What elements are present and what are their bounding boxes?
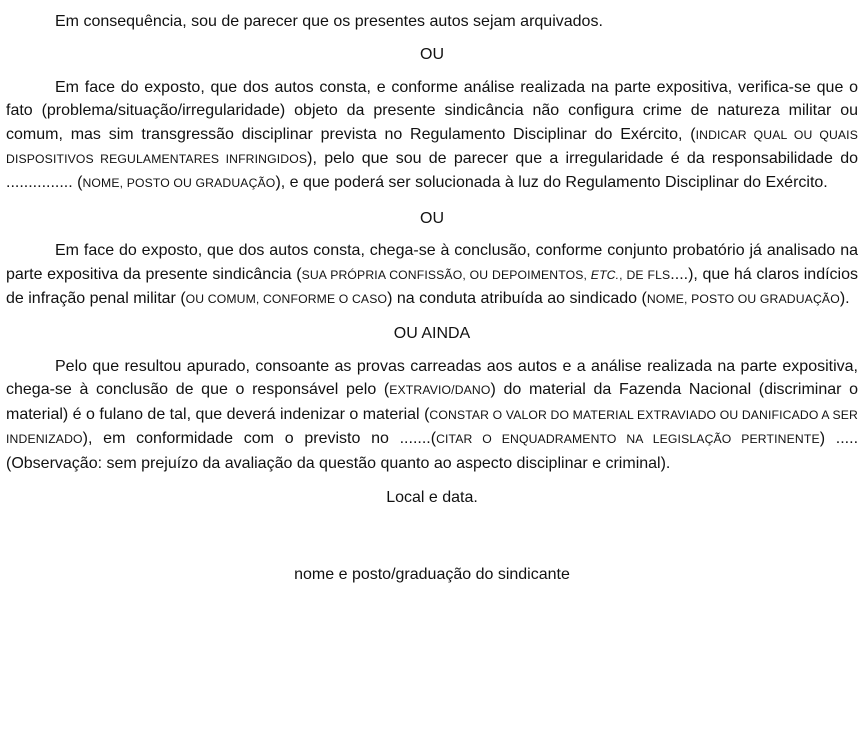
text-segment: ), pelo que sou de parecer que a irregularidade é da responsabilidade do ............... (	[6, 150, 858, 192]
instruction-smallcaps: NOME, POSTO OU GRADUAÇÃO	[82, 176, 276, 191]
instruction-smallcaps: CONSTAR O VALOR DO MATERIAL EXTRAVIADO OU DANIFICADO A SER INDENIZADO	[6, 407, 859, 447]
paragraph-extravio-dano	[6, 355, 858, 475]
signature-line: nome e posto/graduação do sindicante	[294, 566, 570, 584]
instruction-smallcaps: , DE FLS	[619, 267, 671, 282]
instruction-smallcaps: INDICAR QUAL OU QUAIS DISPOSITIVOS REGULAMENTARES INFRINGIDOS	[6, 127, 858, 167]
instruction-smallcaps: NOME, POSTO OU GRADUAÇÃO	[646, 292, 840, 307]
text-segment: ....), que há claros indícios de infração penal militar (	[6, 265, 859, 308]
paragraph-transgressao-disciplinar	[6, 76, 858, 196]
document-page	[6, 10, 858, 587]
separator-ou-ainda: OU AINDA	[393, 325, 471, 343]
text-segment: ).	[839, 290, 850, 308]
instruction-smallcaps: SUA PRÓPRIA CONFISSÃO, OU DEPOIMENTOS,	[301, 267, 591, 282]
instruction-smallcaps: OU COMUM, CONFORME O CASO	[185, 292, 388, 307]
separator-ou-2: OU	[420, 209, 444, 227]
text-segment: ), em conformidade com o previsto no .......(	[82, 430, 437, 448]
text-segment: ) do material da Fazenda Nacional (discriminar o material) é o fulano de tal, que deverá indenizar o material (	[6, 381, 858, 423]
instruction-smallcaps-italic: ETC.	[590, 267, 620, 282]
text-segment: ) ..... (Observação: sem prejuízo da avaliação da questão quanto ao aspecto disciplinar e criminal).	[6, 430, 859, 472]
text-segment: ), e que poderá ser solucionada à luz do Regulamento Disciplinar do Exército.	[275, 174, 828, 192]
text-segment: Em face do exposto, que dos autos consta, chega-se à conclusão, conforme conjunto probatório já analisado na parte expositiva da presente sindicância (	[6, 242, 858, 283]
paragraph-infracao-penal	[6, 239, 858, 311]
local-e-data: Local e data.	[386, 488, 478, 506]
separator-ou-1: OU	[420, 46, 444, 64]
paragraph-arquivamento: Em consequência, sou de parecer que os presentes autos sejam arquivados.	[55, 13, 603, 30]
instruction-smallcaps: EXTRAVIO/DANO	[389, 383, 491, 398]
text-segment: Pelo que resultou apurado, consoante as provas carreadas aos autos e a análise realizada na parte expositiva, chega-se à conclusão de que o responsável pelo (	[6, 357, 858, 399]
text-segment: ) na conduta atribuída ao sindicado (	[387, 290, 647, 308]
text-segment: Em face do exposto, que dos autos consta, e conforme análise realizada na parte expositiva, verifica-se que o fato (problema/situação/irregularidade) objeto da presente sindicância não configura crime de natureza militar ou comum, mas sim transgressão disciplinar prevista no Regulamento Disciplinar do Exército, (	[6, 78, 858, 143]
instruction-smallcaps: CITAR O ENQUADRAMENTO NA LEGISLAÇÃO PERTINENTE	[436, 432, 820, 447]
